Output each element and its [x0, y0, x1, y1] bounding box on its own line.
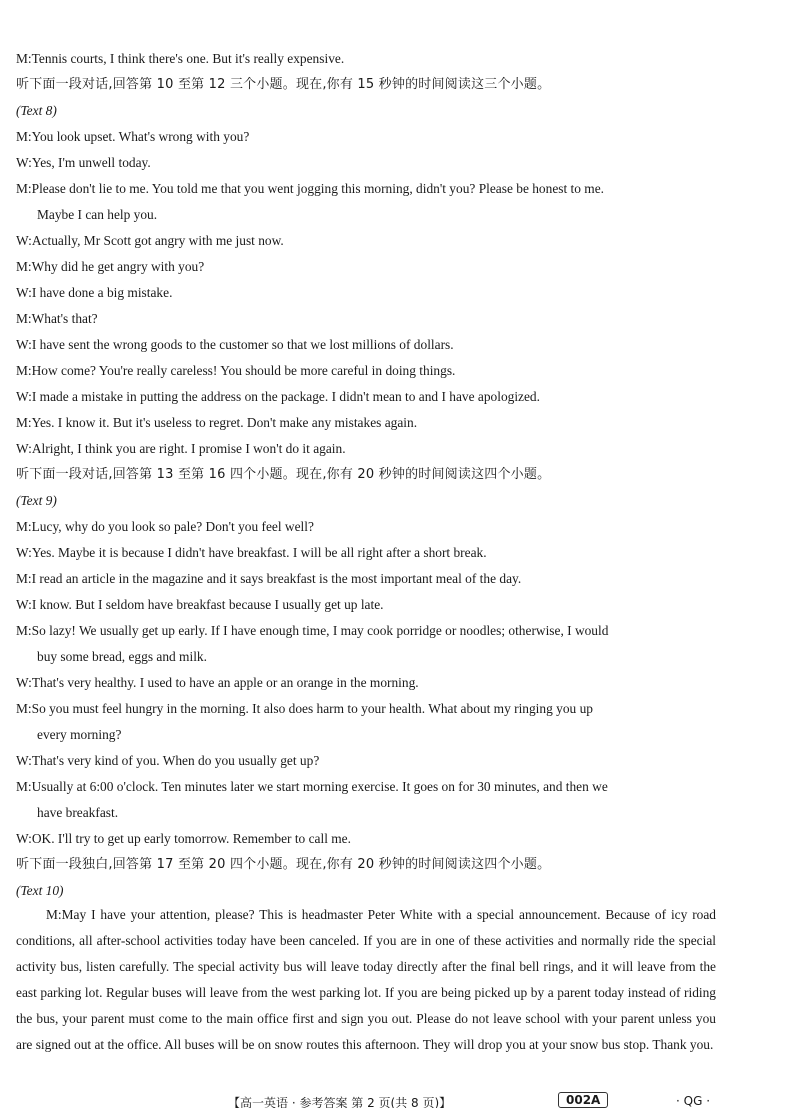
dialogue-line: M:So lazy! We usually get up early. If I have enough time, I may cook porridge or noodles; otherwise, I would [16, 623, 609, 638]
dialogue-line: M:Tennis courts, I think there's one. But it's really expensive. [16, 51, 345, 66]
dialogue-line: M:So you must feel hungry in the morning. It also does harm to your health. What about my ringing you up [16, 701, 593, 716]
listening-instruction: 听下面一段对话,回答第 10 至第 12 三个小题。现在,你有 15 秒钟的时间阅读这三个小题。 [16, 77, 551, 92]
dialogue-line: M:You look upset. What's wrong with you? [16, 129, 250, 144]
paper-code-badge: 002A [558, 1092, 608, 1108]
announcement-text: M:May I have your attention, please? This is headmaster Peter White with a special announcement. Because of icy road conditions, all after-school activities today have been canceled. If you are in one of these activities and normally ride the special activity bus, listen carefully. The special activity bus will leave today directly after the final bell rings, and it will leave from the east parking lot. Regular buses will leave from the west parking lot. If you are being picked up by a parent today instead of riding the bus, your parent must come to the main office first and sign you out. Please do not leave school with your parent unless you are signed out at the office. All buses will be on snow routes this afternoon. They will drop you at your snow bus stop. Thank you. [16, 907, 716, 1052]
dialogue-line: W:That's very kind of you. When do you usually get up? [16, 753, 320, 768]
dialogue-line: W:Alright, I think you are right. I promise I won't do it again. [16, 441, 346, 456]
dialogue-line-continuation: every morning? [37, 727, 122, 742]
dialogue-line: W:OK. I'll try to get up early tomorrow. Remember to call me. [16, 831, 351, 846]
dialogue-line: W:Yes. Maybe it is because I didn't have breakfast. I will be all right after a short break. [16, 545, 487, 560]
dialogue-line: M:Why did he get angry with you? [16, 259, 205, 274]
dialogue-line: M:What's that? [16, 311, 98, 326]
dialogue-line-continuation: have breakfast. [37, 805, 119, 820]
dialogue-line: M:How come? You're really careless! You should be more careful in doing things. [16, 363, 456, 378]
dialogue-line-continuation: Maybe I can help you. [37, 207, 158, 222]
dialogue-line: W:Actually, Mr Scott got angry with me just now. [16, 233, 284, 248]
dialogue-line: M:Lucy, why do you look so pale? Don't you feel well? [16, 519, 314, 534]
announcement-paragraph [16, 902, 716, 1058]
page-footer [0, 1092, 794, 1108]
dialogue-line: W:I know. But I seldom have breakfast because I usually get up late. [16, 597, 384, 612]
dialogue-line: W:I have sent the wrong goods to the customer so that we lost millions of dollars. [16, 337, 454, 352]
dialogue-line: M:I read an article in the magazine and it says breakfast is the most important meal of the day. [16, 571, 522, 586]
listening-instruction: 听下面一段独白,回答第 17 至第 20 四个小题。现在,你有 20 秒钟的时间阅读这四个小题。 [16, 857, 551, 872]
dialogue-line: W:That's very healthy. I used to have an apple or an orange in the morning. [16, 675, 419, 690]
dialogue-line: M:Please don't lie to me. You told me that you went jogging this morning, didn't you? Please be honest to me. [16, 181, 605, 196]
section-label: (Text 8) [16, 103, 57, 118]
footer-tag: · QG · [676, 1094, 711, 1108]
dialogue-line: M:Usually at 6:00 o'clock. Ten minutes later we start morning exercise. It goes on for 30 minutes, and then we [16, 779, 608, 794]
listening-instruction: 听下面一段对话,回答第 13 至第 16 四个小题。现在,你有 20 秒钟的时间阅读这四个小题。 [16, 467, 551, 482]
dialogue-line: W:I made a mistake in putting the address on the package. I didn't mean to and I have apologized. [16, 389, 540, 404]
footer-text: 【高一英语 · 参考答案 第 2 页(共 8 页)】 [228, 1096, 452, 1108]
dialogue-line: M:Yes. I know it. But it's useless to regret. Don't make any mistakes again. [16, 415, 418, 430]
dialogue-line: W:I have done a big mistake. [16, 285, 173, 300]
dialogue-line: W:Yes, I'm unwell today. [16, 155, 151, 170]
section-label: (Text 10) [16, 883, 64, 898]
section-label: (Text 9) [16, 493, 57, 508]
dialogue-line-continuation: buy some bread, eggs and milk. [37, 649, 207, 664]
